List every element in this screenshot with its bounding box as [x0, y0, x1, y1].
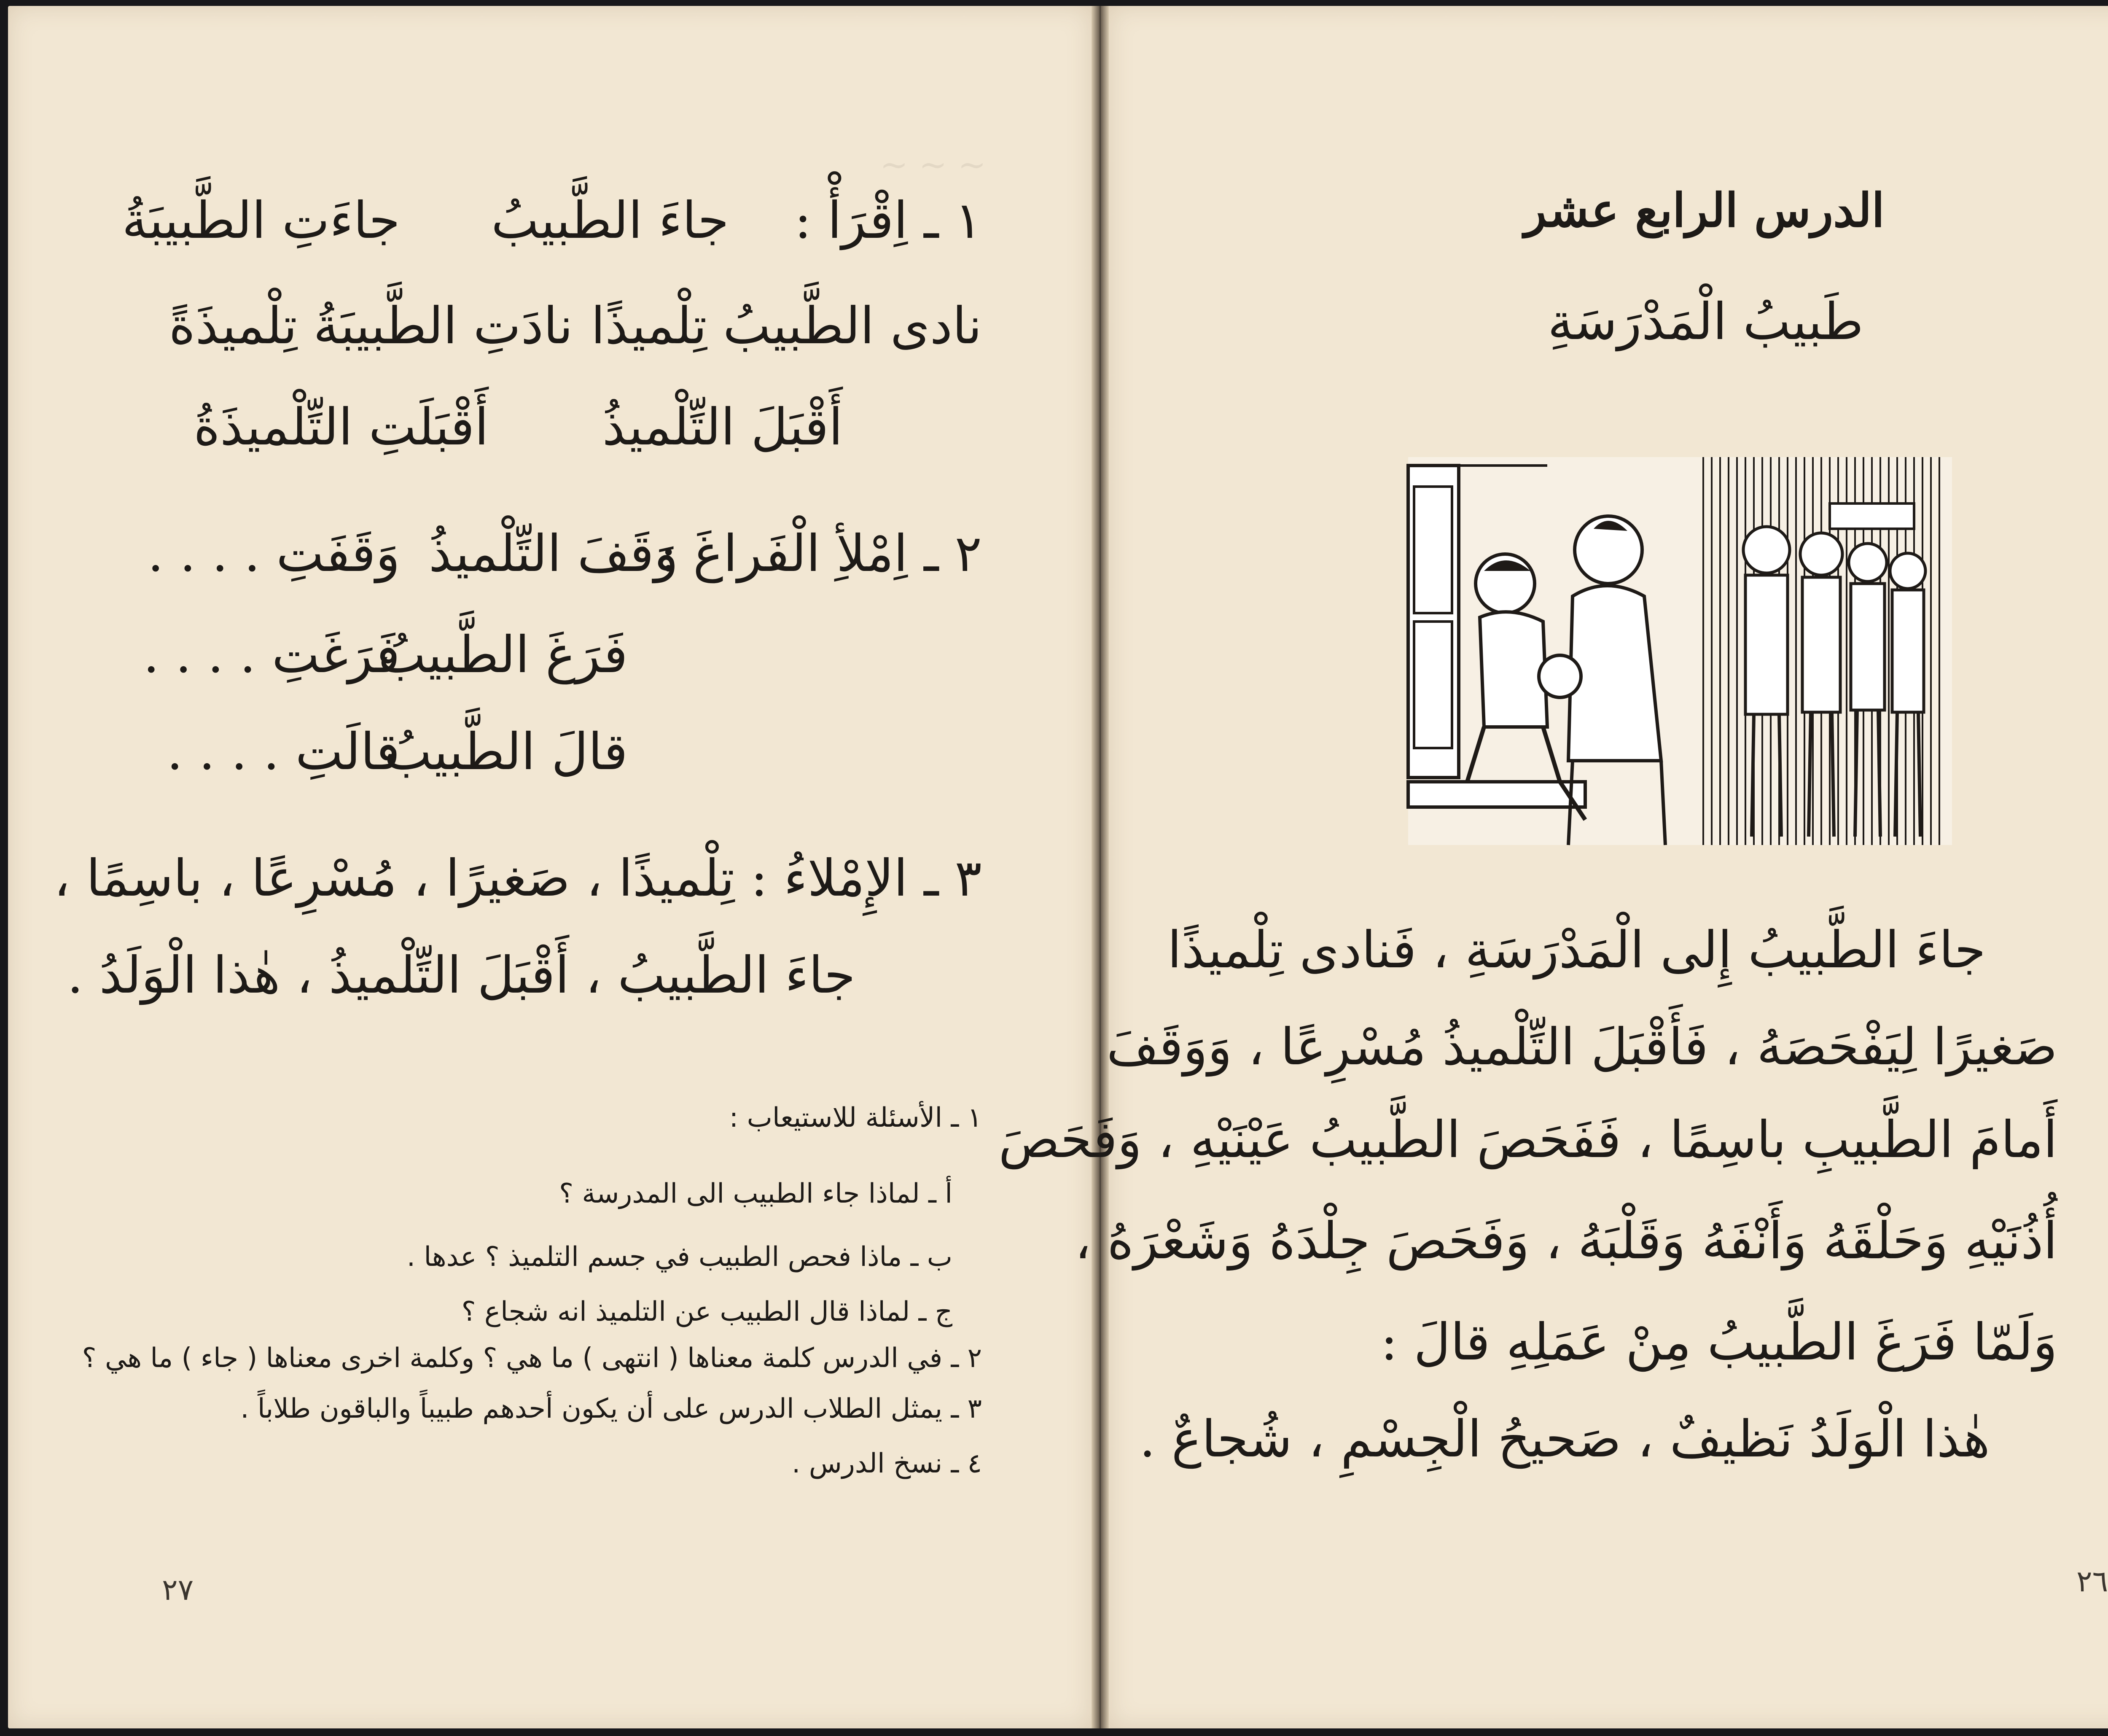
- exercise1-line2-a: نادى الطَّبيبُ تِلْميذًا: [591, 297, 982, 355]
- notes-item-2: ٢ ـ في الدرس كلمة معناها ( انتهى ) ما هي ؟ وكلمة اخرى معناها ( جاء ) ما هي ؟: [82, 1343, 982, 1374]
- lesson-paragraph-line-6: هٰذا الْوَلَدُ نَظيفٌ ، صَحيحُ الْجِسْمِ ، شُجاعٌ .: [1139, 1410, 1990, 1469]
- exercise2-row3-a: قالَ الطَّبيبُ: [384, 723, 628, 781]
- left-page: [8, 6, 1092, 1728]
- notes-item-4: ٤ ـ نسخ الدرس .: [792, 1448, 982, 1479]
- notes-item-c: ج ـ لماذا قال الطبيب عن التلميذ انه شجاع ؟: [461, 1296, 952, 1327]
- notes-item-a: أ ـ لماذا جاء الطبيب الى المدرسة ؟: [559, 1178, 952, 1209]
- exercise2-row2-a: فَرَغَ الطَّبيبُ: [378, 626, 628, 684]
- bleed-through-text: ~ ~ ~: [880, 145, 986, 184]
- doctor-examining-student-illustration: [1408, 457, 1952, 845]
- lesson-paragraph-line-4: أُذُنَيْهِ وَحَلْقَهُ وَأَنْفَهُ وَقَلْبَهُ ، وَفَحَصَ جِلْدَهُ وَشَعْرَهُ ،: [1075, 1212, 2057, 1270]
- notes-item-3: ٣ ـ يمثل الطلاب الدرس على أن يكون أحدهم طبيباً والباقون طلاباً .: [240, 1393, 982, 1424]
- exercise1-line3-a: أَقْبَلَ التِّلْميذُ: [602, 398, 843, 457]
- lesson-heading: الدرس الرابع عشر: [1524, 183, 1885, 237]
- page-number-right: ٢٦: [2076, 1564, 2108, 1599]
- exercise2-row3-b: قالَتِ . . . .: [167, 723, 400, 781]
- lesson-paragraph-line-1: جاءَ الطَّبيبُ إِلى الْمَدْرَسَةِ ، فَنادى تِلْميذًا: [1167, 921, 1986, 980]
- exercise1-label: ١ ـ اِقْرَأْ :: [794, 191, 982, 250]
- exercise2-row1-b: وَقَفَتِ . . . .: [147, 525, 400, 583]
- right-page: [998, 6, 2108, 1728]
- lesson-paragraph-line-3: أَمامَ الطَّبيبِ باسِمًا ، فَفَحَصَ الطَّبيبُ عَيْنَيْهِ ، وَفَحَصَ: [998, 1111, 2057, 1169]
- exercise1-line1-b: جاءَتِ الطَّبيبَةُ: [122, 191, 400, 250]
- exercise3-line2: جاءَ الطَّبيبُ ، أَقْبَلَ التِّلْميذُ ، هٰذا الْوَلَدُ .: [67, 946, 855, 1005]
- exercise2-row2-b: فَرَغَتِ . . . .: [143, 626, 400, 684]
- exercise1-line2-b: نادَتِ الطَّبيبَةُ تِلْميذَةً: [169, 297, 573, 355]
- lesson-paragraph-line-2: صَغيرًا لِيَفْحَصَهُ ، فَأَقْبَلَ التِّلْميذُ مُسْرِعًا ، وَوَقَفَ: [1106, 1018, 2057, 1077]
- lesson-paragraph-line-5: وَلَمّا فَرَغَ الطَّبيبُ مِنْ عَمَلِهِ قالَ :: [1380, 1313, 2057, 1372]
- exercise2-label: ٢ ـ اِمْلأِ الْفَراغَ :: [660, 525, 982, 583]
- notes-item-1: ١ ـ الأسئلة للاستيعاب :: [729, 1102, 982, 1133]
- page-number-left: ٢٧: [162, 1572, 194, 1607]
- exercise3-line1: ٣ ـ الإِمْلاءُ : تِلْميذًا ، صَغيرًا ، مُسْرِعًا ، باسِمًا ،: [54, 849, 982, 908]
- book-gutter: [1092, 6, 1109, 1728]
- exercise1-line1-a: جاءَ الطَّبيبُ: [491, 191, 729, 250]
- exercise1-line3-b: أَقْبَلَتِ التِّلْميذَةُ: [194, 398, 489, 457]
- notes-item-b: ب ـ ماذا فحص الطبيب في جسم التلميذ ؟ عدها .: [406, 1241, 952, 1273]
- exercise2-row1-a: وَقَفَ التِّلْميذُ: [428, 525, 678, 583]
- lesson-title: طَبيبُ الْمَدْرَسَةِ: [1547, 293, 1863, 351]
